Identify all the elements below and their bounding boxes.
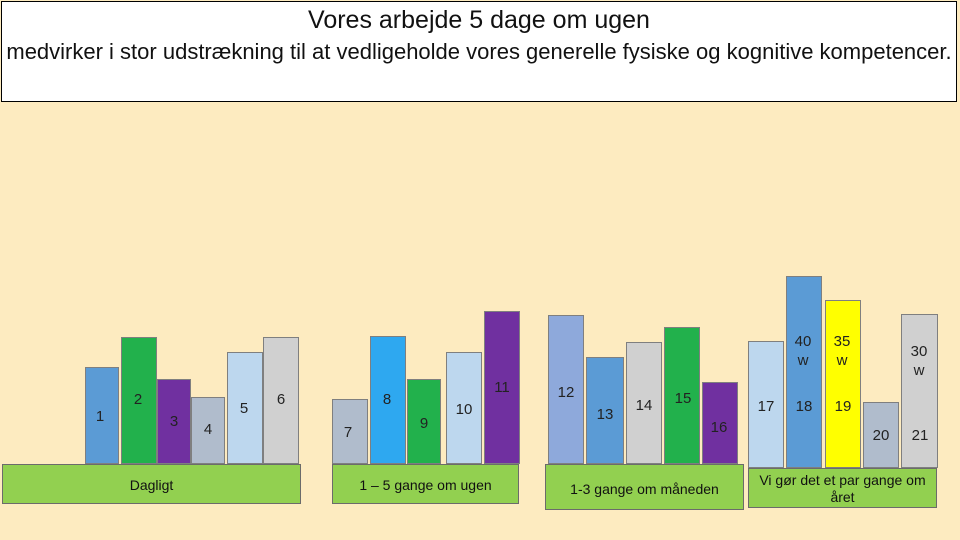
bar-1-label: 1: [95, 408, 105, 425]
group-label-daily: Dagligt: [129, 477, 174, 493]
group-base-yearly: [748, 468, 937, 508]
bar-2-label: 2: [133, 391, 143, 408]
bar-3-label: 3: [169, 413, 179, 430]
bar-19-week-label: 35 w: [833, 333, 851, 369]
title-box: [1, 1, 957, 102]
title-heading: Vores arbejde 5 dage om ugen: [308, 6, 650, 34]
bar-10-label: 10: [455, 401, 473, 418]
bar-19: [825, 300, 861, 468]
bar-12-label: 12: [557, 384, 575, 401]
group-base-monthly: [545, 464, 744, 510]
bar-21-week-label: 30 w: [910, 343, 928, 379]
bar-7-label: 7: [343, 424, 353, 441]
bar-18-label: 18: [795, 398, 813, 415]
group-label-yearly: Vi gør det et par gange om året: [759, 472, 926, 505]
bar-13-label: 13: [596, 406, 614, 423]
bar-5-label: 5: [239, 400, 249, 417]
bar-21-label: 21: [911, 427, 929, 444]
bar-18-week-label: 40 w: [794, 333, 812, 369]
bar-18: [786, 276, 822, 468]
group-base-weekly: [332, 464, 519, 504]
bar-16-label: 16: [710, 419, 728, 436]
bar-9-label: 9: [419, 415, 429, 432]
bar-6-label: 6: [276, 391, 286, 408]
group-base-daily: [2, 464, 301, 504]
group-label-weekly: 1 – 5 gange om ugen: [359, 477, 492, 493]
bar-15-label: 15: [674, 390, 692, 407]
group-label-monthly: 1-3 gange om måneden: [570, 481, 719, 497]
bar-19-label: 19: [834, 398, 852, 415]
bar-4-label: 4: [203, 421, 213, 438]
bar-17-label: 17: [757, 398, 775, 415]
bar-20-label: 20: [872, 427, 890, 444]
bar-21: [901, 314, 938, 468]
bar-11-label: 11: [494, 379, 510, 396]
bar-8-label: 8: [382, 391, 392, 408]
title-subheading: medvirker i stor udstrækning til at vedligeholde vores generelle fysiske og kognitive kompetencer.: [6, 39, 952, 64]
bar-14-label: 14: [635, 397, 653, 414]
